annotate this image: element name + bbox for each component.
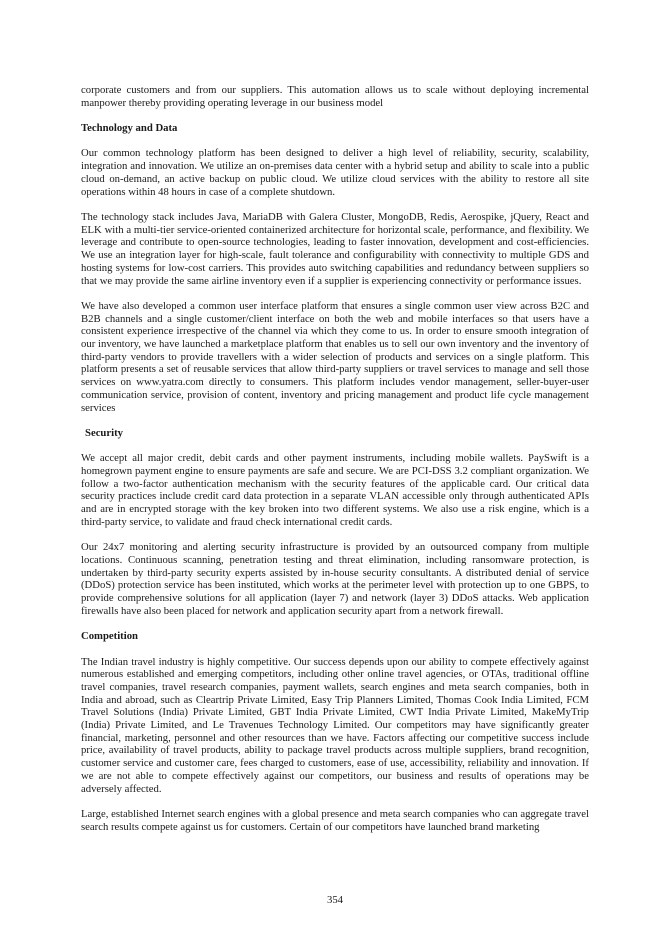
section-heading-technology-and-data: Technology and Data [81, 122, 178, 135]
paragraph-technology-stack: The technology stack includes Java, MariaDB with Galera Cluster, MongoDB, Redis, Aerospike, jQuery, React and ELK with a multi-tier service-oriented containerized architecture for horizontal scale, performance, and flexibility. We leverage and contribute to open-source technologies, leading to faster innovation, development and cost-efficiencies. We use an integration layer for high-scale, fault tolerance and configurability with connectivity to multiple GDS and hosting systems for low-cost carriers. This provides auto switching capabilities and redundancy between suppliers so that we may provide the same airline inventory even if a supplier is experiencing connectivity or performance issues. [81, 210, 589, 287]
paragraph-payments-security: We accept all major credit, debit cards and other payment instruments, including mobile wallets. PaySwift is a homegrown payment engine to ensure payments are safe and secure. We are PCI-DSS 3.2 compliant organization. We follow a two-factor authentication mechanism with the security features of the applicable card. Our critical data security practices include credit card data protection in a separate VLAN accessible only through authenticated APIs and are in encrypted storage with the key broken into two different systems. We also use a risk engine, which is a third-party service, to validate and fraud check international credit cards. [81, 452, 589, 528]
paragraph-competition-industry: The Indian travel industry is highly competitive. Our success depends upon our ability to compete effectively against numerous established and emerging competitors, including other online travel agencies, or OTAs, traditional offline travel companies, travel research companies, payment wallets, search engines and meta search companies, both in India and abroad, such as Cleartrip Private Limited, Easy Trip Planners Limited, Thomas Cook India Limited, FCM Travel Solutions (India) Private Limited, GBT India Private Limited, CWT India Private Limited, MakeMyTrip (India) Private Limited, and Le Travenues Technology Limited. Our competitors may have significantly greater financial, marketing, personnel and other resources than we have. Factors affecting our competitive success include price, availability of travel products, ability to package travel products across multiple suppliers, brand recognition, customer service and customer care, fees charged to customers, ease of use, accessibility, reliability and innovation. If we are not able to compete effectively against our competitors, our business and results of operations may be adversely affected. [81, 655, 589, 795]
paragraph-monitoring-security: Our 24x7 monitoring and alerting security infrastructure is provided by an outsourced company from multiple locations. Continuous scanning, penetration testing and threat elimination, including ransomware protection, is undertaken by third-party security experts assisted by in-house security consultants. A distributed denial of service (DDoS) protection service has been instituted, which works at the perimeter level with protection up to one GBPS, to provide comprehensive solutions for all application (layer 7) and network (layer 3) DDoS attacks. Web application firewalls have also been placed for network and application security apart from a network firewall. [81, 541, 589, 617]
paragraph-continuation: corporate customers and from our suppliers. This automation allows us to scale without deploying incremental manpower thereby providing operating leverage in our business model [81, 84, 589, 109]
document-content [81, 84, 589, 846]
section-heading-competition: Competition [81, 630, 138, 643]
section-heading-security: Security [85, 426, 123, 439]
page-number: 354 [326, 894, 344, 906]
paragraph-user-interface-platform: We have also developed a common user interface platform that ensures a single common user view across B2C and B2B channels and a single customer/client interface on both the web and mobile interfaces so that users have a consistent experience irrespective of the channel via which they come to us. In order to ensure smooth integration of our inventory, we have launched a marketplace platform that enables us to sell our own inventory and the inventory of third-party vendors to provide travellers with a wider selection of products and services on a single platform. This platform presents a set of reusable services that allow third-party suppliers or travel services to manage and sell those services on www.yatra.com directly to consumers. This platform includes vendor management, seller-buyer-user communication service, provision of content, inventory and pricing management and product life cycle management services [81, 299, 589, 414]
paragraph-technology-platform: Our common technology platform has been designed to deliver a high level of reliability, security, scalability, integration and innovation. We utilize an on-premises data center with a hybrid setup and ability to scale into a public cloud on-demand, an active backup on public cloud. We utilize cloud services with the ability to restore all site operations within 48 hours in case of a complete shutdown. [81, 147, 589, 198]
paragraph-search-engines: Large, established Internet search engines with a global presence and meta search companies who can aggregate travel search results compete against us for customers. Certain of our competitors have launched brand marketing [81, 807, 589, 833]
